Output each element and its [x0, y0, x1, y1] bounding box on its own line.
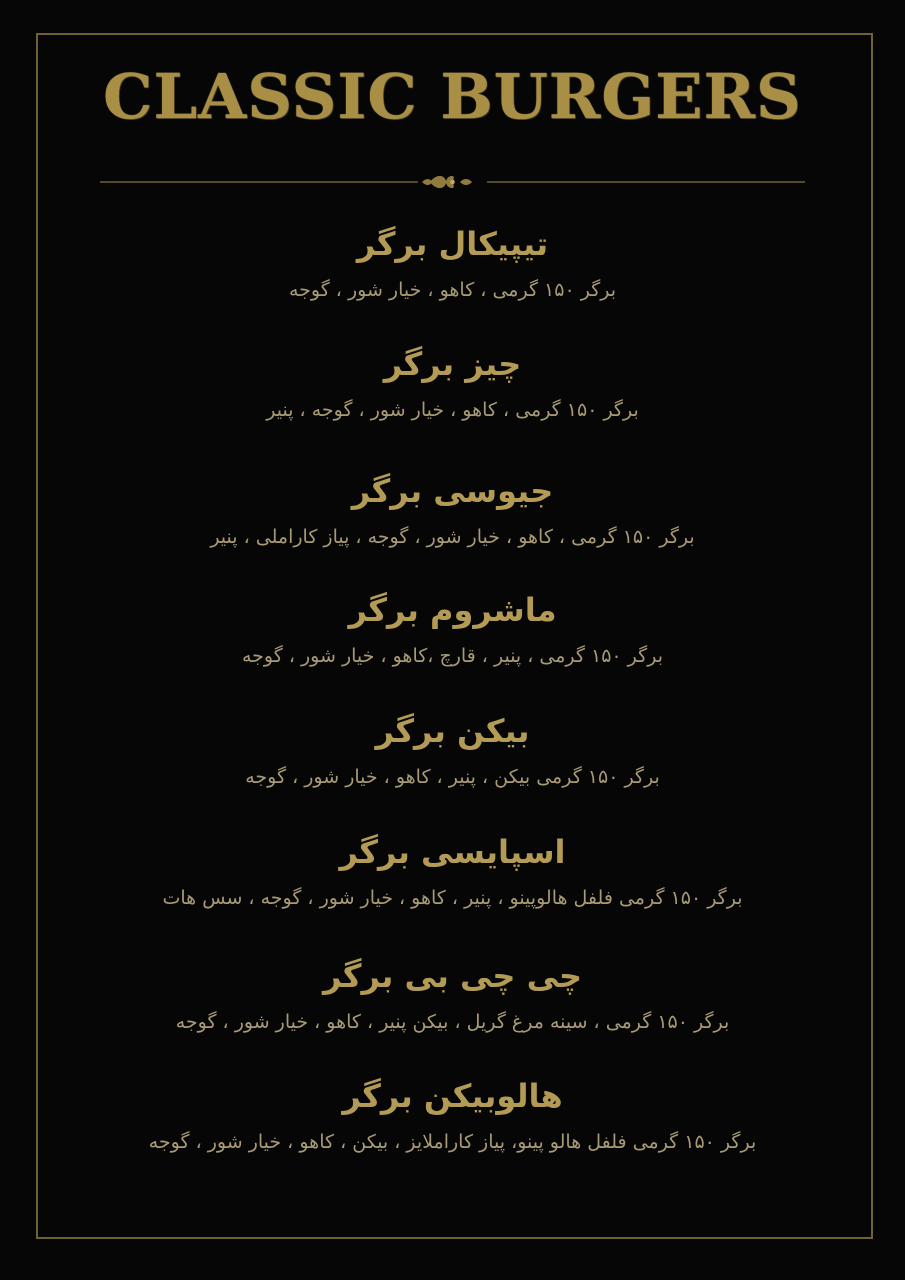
menu-item-name: بیکن برگر — [375, 712, 530, 750]
menu-item-name: جیوسی برگر — [351, 472, 554, 510]
menu-item-description: برگر ۱۵۰ گرمی ، کاهو ، خیار شور ، گوجه ، پیاز کاراملی ، پنیر — [210, 526, 695, 548]
menu-item-description: برگر ۱۵۰ گرمی بیکن ، پنیر ، کاهو ، خیار شور ، گوجه — [245, 766, 660, 788]
menu-item-name: چیز برگر — [383, 345, 522, 383]
menu-item — [60, 224, 845, 303]
menu-item-description: برگر ۱۵۰ گرمی ، کاهو ، خیار شور ، گوجه ، پنیر — [266, 399, 639, 421]
menu-item-description: برگر ۱۵۰ گرمی ، کاهو ، خیار شور ، گوجه — [288, 279, 617, 301]
menu-item — [60, 471, 845, 550]
menu-item-description: برگر ۱۵۰ گرمی ، پنیر ، قارچ ،کاهو ، خیار شور ، گوجه — [242, 645, 663, 667]
menu-item-name: تیپیکال برگر — [356, 225, 549, 263]
menu-item-description: برگر ۱۵۰ گرمی ، سینه مرغ گریل ، بیکن پنیر ، کاهو ، خیار شور ، گوجه — [175, 1011, 730, 1033]
menu-items — [60, 0, 845, 1280]
menu-item-name: هالوبیکن برگر — [342, 1077, 563, 1115]
menu-item-description: برگر ۱۵۰ گرمی فلفل هالوپینو ، پنیر ، کاهو ، خیار شور ، گوجه ، سس هات — [162, 887, 743, 909]
menu-item — [60, 590, 845, 669]
menu-item-name: چی چی بی برگر — [322, 957, 583, 995]
menu-item-name: اسپایسی برگر — [339, 833, 566, 871]
menu-title: CLASSIC BURGERS — [103, 60, 802, 133]
menu-item — [60, 956, 845, 1035]
menu-item-description: برگر ۱۵۰ گرمی فلفل هالو پینو، پیاز کاراملایز ، بیکن ، کاهو ، خیار شور ، گوجه — [148, 1131, 757, 1153]
menu-item — [60, 344, 845, 423]
menu-item — [60, 711, 845, 790]
menu-item-name: ماشروم برگر — [348, 591, 557, 629]
menu-item — [60, 832, 845, 911]
menu-item — [60, 1076, 845, 1155]
